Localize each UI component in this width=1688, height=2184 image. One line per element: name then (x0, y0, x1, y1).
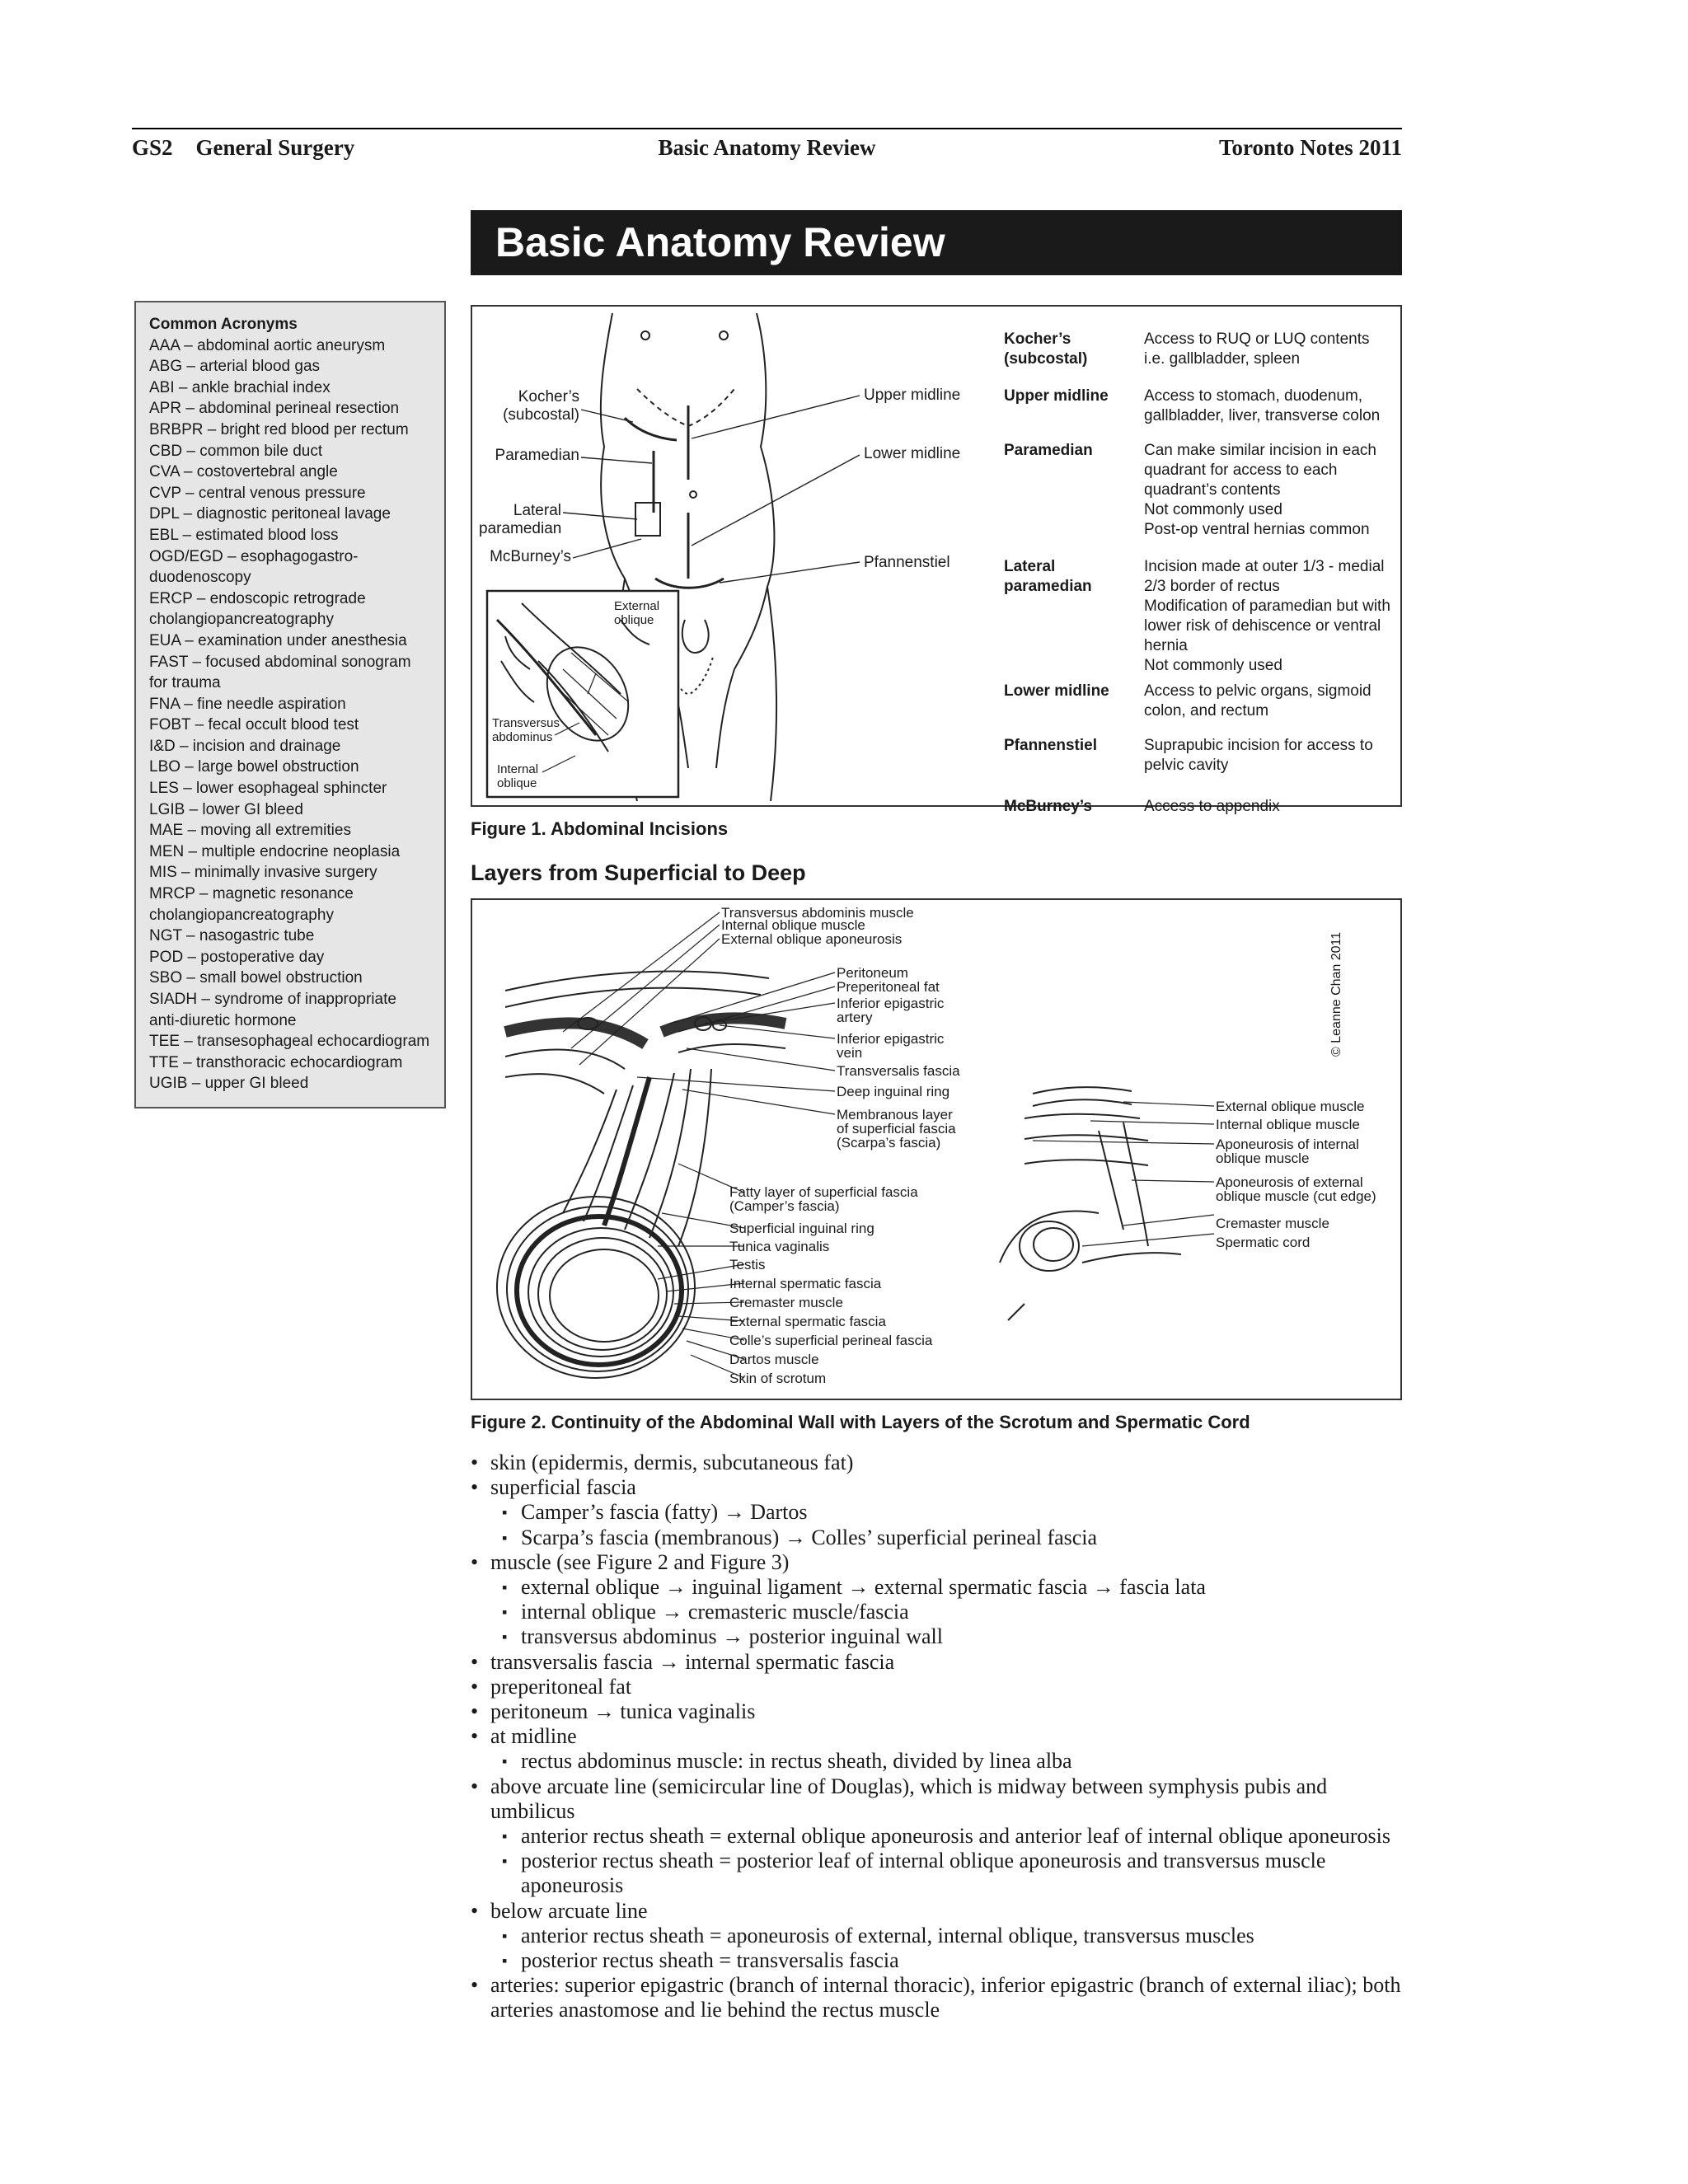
wall-layer (505, 1023, 645, 1044)
running-header (132, 135, 1402, 168)
sub-bullet-item: ▪ rectus abdominus muscle: in rectus sheath, divided by linea alba (471, 1749, 1402, 1774)
sub-bullet-item: ▪ Scarpa’s fascia (membranous) → Colles’ superficial perineal fascia (471, 1526, 1402, 1550)
label-paramedian: Paramedian (495, 447, 579, 464)
figure2-caption: Figure 2. Continuity of the Abdominal Wall with Layers of the Scrotum and Spermatic Cord (471, 1412, 1250, 1432)
inset-label-transversus: Transversus abdominus (492, 716, 560, 744)
sidebar-title: Common Acronyms (149, 316, 298, 333)
thigh-line (767, 587, 776, 801)
incision-description: Access to RUQ or LUQ contents i.e. gallbladder, spleen (1144, 330, 1370, 368)
label-kochers: Kocher’s (subcostal) (503, 388, 579, 424)
inset-label-external-oblique: External oblique (614, 599, 660, 627)
header-center: Basic Anatomy Review (658, 135, 876, 160)
acronym-entry: FNA – fine needle aspiration (149, 695, 346, 713)
layer-label: Transversus abdominis muscle (721, 905, 914, 921)
anatomy-layers-list (471, 1451, 1402, 2023)
bullet-item: • below arcuate line (471, 1899, 1402, 1924)
page-id: GS2 (132, 135, 173, 160)
nipple (641, 331, 649, 340)
genital-outline (682, 620, 709, 653)
acronym-entry: MIS – minimally invasive surgery (149, 864, 377, 882)
sub-bullet-item: ▪ internal oblique → cremasteric muscle/fascia (471, 1600, 1402, 1624)
cord-label: Aponeurosis of internal oblique muscle (1216, 1137, 1359, 1166)
acronym-entry: LBO – large bowel obstruction (149, 758, 359, 776)
bullet-item: • skin (epidermis, dermis, subcutaneous fat) (471, 1451, 1402, 1475)
leader-mcburneys (573, 539, 641, 558)
incision-name: McBurney’s (1004, 798, 1092, 815)
incision-name: Paramedian (1004, 442, 1093, 459)
acronym-entry: APR – abdominal perineal resection (149, 400, 400, 418)
acronym-entry: DPL – diagnostic peritoneal lavage (149, 505, 391, 523)
kochers-incision (625, 418, 677, 440)
acronym-entry: LES – lower esophageal sphincter (149, 780, 387, 798)
acronym-entry: CVP – central venous pressure (149, 484, 366, 502)
layer-label: Superficial inguinal ring (729, 1221, 874, 1236)
acronym-entry: EUA – examination under anesthesia (149, 631, 407, 649)
acronym-entry: MEN – multiple endocrine neoplasia (149, 842, 401, 860)
leader-pfannenstiel (720, 562, 860, 583)
layer-label: External spermatic fascia (729, 1314, 886, 1329)
figure-abdominal-wall-layers (471, 898, 1402, 1400)
layer-label: Testis (729, 1257, 766, 1272)
layer-label: Transversalis fascia (837, 1063, 960, 1079)
acronym-entry: SBO – small bowel obstruction (149, 969, 363, 987)
bullet-item: • arteries: superior epigastric (branch of internal thoracic), inferior epigastric (branch of external iliac); both arteries anastomose and lie behind the rectus muscle (471, 1973, 1402, 2022)
incision-name: Pfannenstiel (1004, 737, 1097, 754)
leader-kochers (581, 410, 633, 422)
layer-label: Membranous layer of superficial fascia (Scarpa’s fascia) (837, 1107, 956, 1151)
nipple (720, 331, 728, 340)
layer-label: Deep inguinal ring (837, 1084, 950, 1099)
section-banner: Basic Anatomy Review (471, 210, 1402, 275)
acronym-entry: TTE – transthoracic echocardiogram (149, 1053, 403, 1071)
acronym-entry: MRCP – magnetic resonance cholangiopancreatography (149, 885, 354, 924)
acronym-entry: FOBT – fecal occult blood test (149, 716, 359, 734)
incision-description: Incision made at outer 1/3 - medial 2/3 border of rectus Modification of paramedian but with lower risk of dehiscence or ventral hernia Not commonly used (1144, 558, 1390, 674)
label-mcburneys: McBurney’s (490, 548, 571, 565)
incision-name: Lower midline (1004, 682, 1109, 700)
layer-label: Tunica vaginalis (729, 1239, 830, 1254)
acronym-entry: ABG – arterial blood gas (149, 358, 321, 376)
acronym-entry: MAE – moving all extremities (149, 822, 351, 840)
scrotum-layer (538, 1238, 667, 1350)
acronym-entry: CVA – costovertebral angle (149, 463, 338, 481)
acronym-entry: EBL – estimated blood loss (149, 526, 339, 544)
acronym-entry: AAA – abdominal aortic aneurysm (149, 336, 386, 354)
scrotum-layer (507, 1207, 688, 1371)
acronym-entry: OGD/EGD – esophagogastro-duodenoscopy (149, 547, 359, 587)
wall-layer (678, 1044, 785, 1052)
leader-lateral-paramedian (563, 513, 637, 519)
lateral-paramedian-box (635, 503, 660, 536)
label-lateral-paramedian: Lateral paramedian (479, 502, 562, 537)
incision-description: Suprapubic incision for access to pelvic cavity (1144, 737, 1373, 774)
testis (550, 1249, 659, 1342)
bullet-item: • transversalis fascia → internal spermatic fascia (471, 1650, 1402, 1675)
incision-description: Access to appendix (1144, 798, 1280, 815)
incision-description: Can make similar incision in each quadrant for access to each quadrant’s contents Not commonly used Post-op ventral hernias common (1144, 442, 1376, 538)
layer-label: Inferior epigastric artery (837, 996, 945, 1025)
pfannenstiel-incision (655, 579, 724, 588)
bullet-item: • peritoneum → tunica vaginalis (471, 1699, 1402, 1724)
layer-label: Cremaster muscle (729, 1295, 843, 1310)
acronym-entry: ABI – ankle brachial index (149, 378, 331, 396)
cord-label: Cremaster muscle (1216, 1216, 1329, 1231)
incision-description: Access to pelvic organs, sigmoid colon, and rectum (1144, 682, 1372, 719)
wall-layer (505, 988, 761, 1007)
layer-label: Preperitoneal fat (837, 979, 940, 995)
incision-name: Kocher’s (subcostal) (1004, 330, 1088, 368)
acronym-list (149, 335, 431, 1094)
incision-description: Access to stomach, duodenum, gallbladder, liver, transverse colon (1144, 387, 1381, 424)
inset-label-internal-oblique: Internal oblique (497, 762, 539, 790)
layer-label: External oblique aponeurosis (721, 931, 903, 947)
section-heading-layers: Layers from Superficial to Deep (471, 860, 806, 885)
scrotum-layer (497, 1197, 695, 1378)
cord-label: External oblique muscle (1216, 1099, 1365, 1114)
figure1-caption: Figure 1. Abdominal Incisions (471, 818, 729, 839)
acronym-entry: TEE – transesophageal echocardiogram (149, 1033, 430, 1051)
layer-label: Peritoneum (837, 965, 908, 981)
sub-bullet-item: ▪ posterior rectus sheath = transversalis fascia (471, 1948, 1402, 1973)
sub-bullet-item: ▪ Camper’s fascia (fatty) → Dartos (471, 1500, 1402, 1525)
acronym-entry: LGIB – lower GI bleed (149, 800, 303, 818)
bullet-item: • muscle (see Figure 2 and Figure 3) (471, 1550, 1402, 1575)
cord-label: Aponeurosis of external oblique muscle (cut edge) (1216, 1174, 1376, 1204)
rib-margin (637, 389, 734, 426)
acronym-entry: POD – postoperative day (149, 948, 325, 966)
chapter-name: General Surgery (195, 135, 355, 160)
acronyms-sidebar (134, 301, 446, 1108)
layer-label: Dartos muscle (729, 1352, 819, 1367)
acronym-entry: SIADH – syndrome of inappropriate anti-diuretic hormone (149, 991, 396, 1029)
wall-layer (505, 972, 769, 991)
acronym-entry: ERCP – endoscopic retrograde cholangiopancreatography (149, 589, 366, 629)
layer-label: Colle’s superficial perineal fascia (729, 1333, 933, 1348)
layer-label: Fatty layer of superficial fascia (Camper’s fascia) (729, 1184, 918, 1214)
layer-label: Skin of scrotum (729, 1371, 827, 1386)
sub-bullet-item: ▪ external oblique → inguinal ligament → external spermatic fascia → fascia lata (471, 1575, 1402, 1600)
acronym-entry: FAST – focused abdominal sonogram for trauma (149, 653, 411, 692)
torso-outline (734, 313, 774, 669)
acronym-entry: UGIB – upper GI bleed (149, 1075, 309, 1093)
header-right: Toronto Notes 2011 (1218, 135, 1402, 160)
acronym-entry: CBD – common bile duct (149, 442, 323, 460)
cord-label: Internal oblique muscle (1216, 1117, 1360, 1132)
incision-name: Lateral paramedian (1004, 558, 1092, 595)
leader-paramedian (581, 457, 652, 463)
leader-upper-midline (692, 396, 860, 438)
sub-bullet-item: ▪ anterior rectus sheath = external oblique aponeurosis and anterior leaf of internal oblique aponeurosis (471, 1824, 1402, 1849)
acronym-entry: NGT – nasogastric tube (149, 927, 315, 945)
layer-label: Internal spermatic fascia (729, 1276, 882, 1291)
header-rule (132, 128, 1402, 129)
sub-bullet-item: ▪ transversus abdominus → posterior inguinal wall (471, 1624, 1402, 1649)
bullet-item: • superficial fascia (471, 1475, 1402, 1500)
leader-lower-midline (692, 455, 860, 546)
label-lower-midline: Lower midline (864, 445, 961, 462)
sub-bullet-item: ▪ anterior rectus sheath = aponeurosis of external, internal oblique, transversus muscles (471, 1924, 1402, 1948)
bullet-item: • above arcuate line (semicircular line of Douglas), which is midway between symphysis pubis and umbilicus (471, 1774, 1402, 1824)
acronym-entry: I&D – incision and drainage (149, 737, 341, 755)
incision-name: Upper midline (1004, 387, 1109, 405)
layer-label: Inferior epigastric vein (837, 1031, 945, 1061)
cord-layer (563, 1090, 617, 1213)
groin-line (716, 669, 734, 768)
wall-layer (505, 1050, 625, 1069)
figure-abdominal-incisions (471, 305, 1402, 815)
acronym-entry: BRBPR – bright red blood per rectum (149, 420, 409, 438)
bullet-item: • preperitoneal fat (471, 1675, 1402, 1699)
umbilicus (690, 491, 696, 498)
sub-bullet-item: ▪ posterior rectus sheath = posterior leaf of internal oblique aponeurosis and transversus muscle aponeurosis (471, 1849, 1402, 1898)
copyright-note: © Leanne Chan 2011 (1329, 931, 1343, 1057)
label-upper-midline: Upper midline (864, 387, 961, 404)
cord-label: Spermatic cord (1216, 1235, 1311, 1250)
wall-layer (505, 1074, 604, 1094)
label-pfannenstiel: Pfannenstiel (864, 554, 950, 571)
layer-label: Internal oblique muscle (721, 917, 865, 933)
cord-layer (625, 1073, 674, 1230)
bullet-item: • at midline (471, 1724, 1402, 1749)
